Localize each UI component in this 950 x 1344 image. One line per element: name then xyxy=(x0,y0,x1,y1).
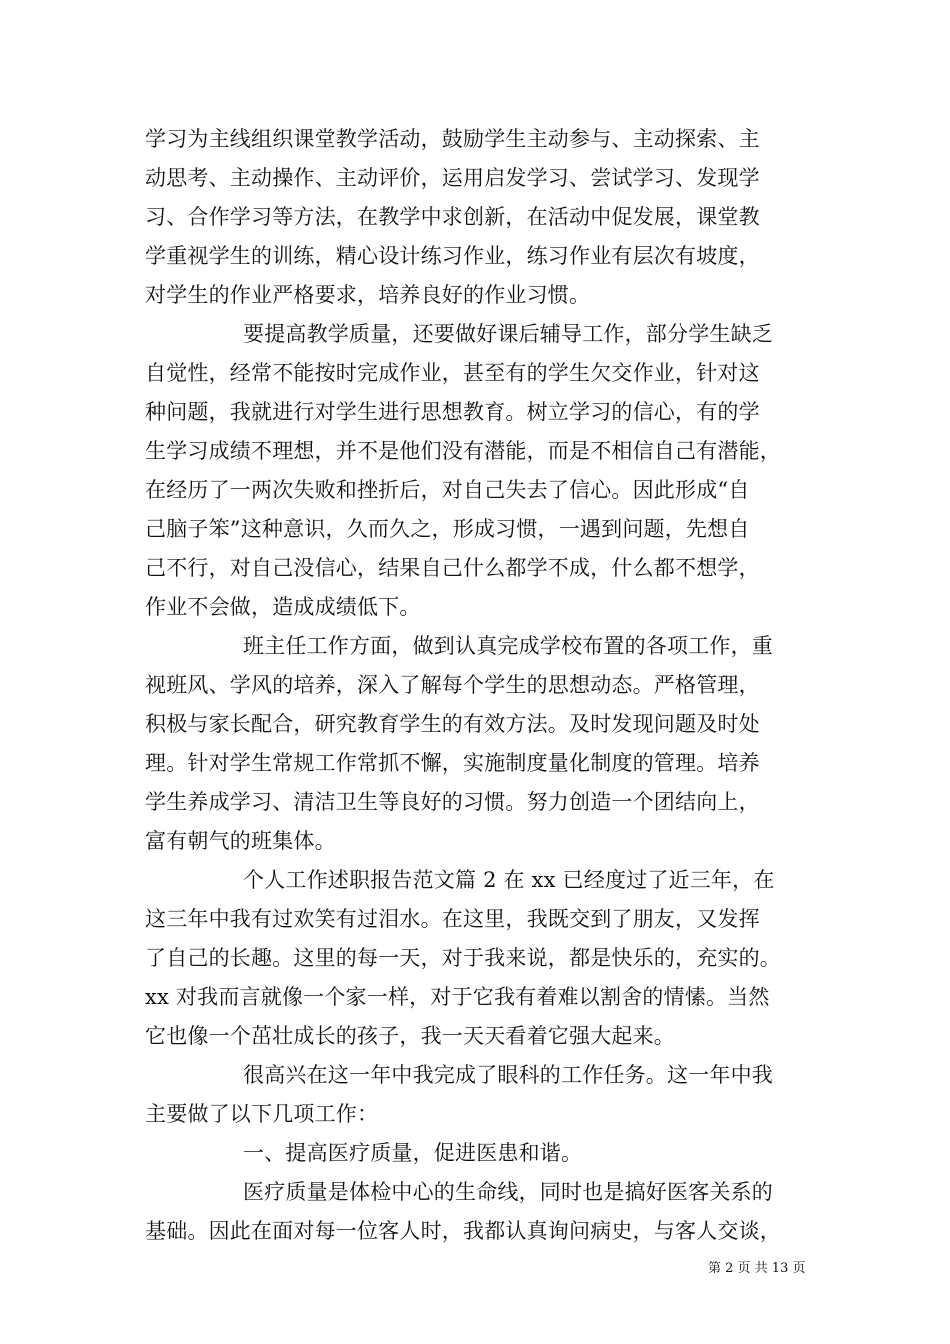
paragraph-start-line: 要提高教学质量，还要做好课后辅导工作，部分学生缺乏 xyxy=(243,322,773,346)
text-line: 自觉性，经常不能按时完成作业，甚至有的学生欠交作业，针对这 xyxy=(145,361,760,385)
paragraph-start-line: 很高兴在这一年中我完成了眼科的工作任务。这一年中我 xyxy=(243,1063,773,1087)
document-body xyxy=(145,120,825,1251)
text-line: 作业不会做，造成成绩低下。 xyxy=(145,595,421,619)
text-line: 学习为主线组织课堂教学活动，鼓励学生主动参与、主动探索、主 xyxy=(145,127,760,151)
text-line: 己不行，对自己没信心，结果自己什么都学不成，什么都不想学， xyxy=(145,556,760,580)
text-line: 基础。因此在面对每一位客人时，我都认真询问病史，与客人交谈， xyxy=(145,1219,781,1243)
text-line: 对学生的作业严格要求，培养良好的作业习惯。 xyxy=(145,283,591,307)
text-line: 学生养成学习、清洁卫生等良好的习惯。努力创造一个团结向上， xyxy=(145,790,760,814)
text-line: 富有朝气的班集体。 xyxy=(145,829,336,853)
text-line: 学重视学生的训练，精心设计练习作业，练习作业有层次有坡度， xyxy=(145,244,760,268)
paragraph-start-line: 班主任工作方面，做到认真完成学校布置的各项工作，重 xyxy=(243,634,773,658)
text-line: 它也像一个茁壮成长的孩子，我一天天看着它强大起来。 xyxy=(145,1024,675,1048)
text-line: 视班风、学风的培养，深入了解每个学生的思想动态。严格管理， xyxy=(145,673,760,697)
text-line: 积极与家长配合，研究教育学生的有效方法。及时发现问题及时处 xyxy=(145,712,760,736)
text-line: 己脑子笨”这种意识，久而久之，形成习惯，一遇到问题，先想自 xyxy=(145,517,750,541)
text-line: 习、合作学习等方法，在教学中求创新，在活动中促发展，课堂教 xyxy=(145,205,760,229)
text-line: xx 对我而言就像一个家一样，对于它我有着难以割舍的情愫。当然 xyxy=(145,985,770,1009)
text-line: 种问题，我就进行对学生进行思想教育。树立学习的信心，有的学 xyxy=(145,400,760,424)
paragraph-start-line: 医疗质量是体检中心的生命线，同时也是搞好医客关系的 xyxy=(243,1180,773,1204)
text-line: 这三年中我有过欢笑有过泪水。在这里，我既交到了朋友，又发挥 xyxy=(145,907,760,931)
text-line: 动思考、主动操作、主动评价，运用启发学习、尝试学习、发现学 xyxy=(145,166,760,190)
text-line: 理。针对学生常规工作常抓不懈，实施制度量化制度的管理。培养 xyxy=(145,751,760,775)
section-heading-line: 一、提高医疗质量，促进医患和谐。 xyxy=(243,1141,583,1165)
text-line: 主要做了以下几项工作： xyxy=(145,1102,379,1126)
paragraph-start-line: 个人工作述职报告范文篇 2 在 xx 已经度过了近三年，在 xyxy=(243,868,775,892)
text-line: 生学习成绩不理想，并不是他们没有潜能，而是不相信自己有潜能， xyxy=(145,439,781,463)
text-line: 在经历了一两次失败和挫折后，对自己失去了信心。因此形成“自 xyxy=(145,478,750,502)
page-number: 第 2 页 共 13 页 xyxy=(708,1261,806,1276)
text-line: 了自己的长趣。这里的每一天，对于我来说，都是快乐的，充实的。 xyxy=(145,946,781,970)
